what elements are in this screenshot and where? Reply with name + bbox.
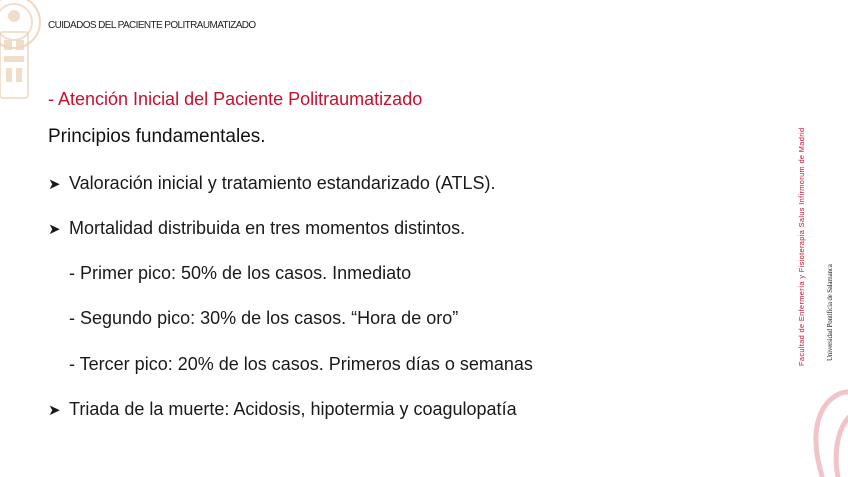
header-title: CUIDADOS DEL PACIENTE POLITRAUMATIZADO <box>48 20 256 31</box>
bullet-item <box>48 218 465 239</box>
bullet-item <box>48 399 517 420</box>
university-seal-icon <box>0 0 52 112</box>
faculty-label: Facultad de Enfermería y Fisioterapia Salus Infirmorum de Madrid <box>797 127 806 366</box>
sub-item: - Segundo pico: 30% de los casos. “Hora de oro” <box>69 308 459 328</box>
bullet-text: Mortalidad distribuida en tres momentos distintos. <box>69 218 466 238</box>
section-title: - Atención Inicial del Paciente Politraumatizado <box>48 89 423 109</box>
decorative-curve-icon <box>800 380 848 477</box>
arrow-bullet-icon: ➤ <box>48 176 61 193</box>
subtitle: Principios fundamentales. <box>48 126 266 147</box>
bullet-text: Triada de la muerte: Acidosis, hipotermia y coagulopatía <box>69 399 517 419</box>
arrow-bullet-icon: ➤ <box>48 402 61 419</box>
bullet-item <box>48 173 496 194</box>
arrow-bullet-icon: ➤ <box>48 221 61 238</box>
sub-item: - Primer pico: 50% de los casos. Inmediato <box>69 263 412 283</box>
sub-item: - Tercer pico: 20% de los casos. Primeros días o semanas <box>69 354 533 374</box>
university-label: Universidad Pontificia de Salamanca <box>826 264 834 361</box>
bullet-text: Valoración inicial y tratamiento estandarizado (ATLS). <box>69 173 496 193</box>
